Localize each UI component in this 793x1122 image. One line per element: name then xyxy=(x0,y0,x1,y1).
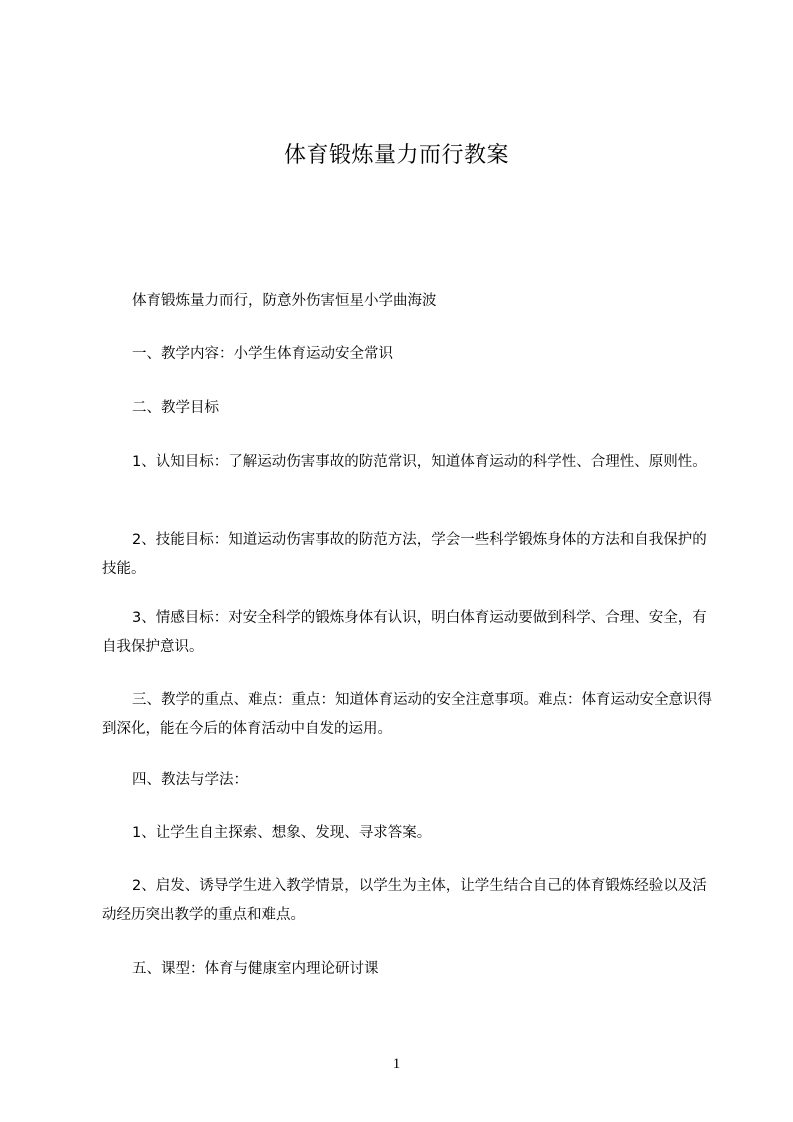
paragraph-intro: 体育锻炼量力而行，防意外伤害恒星小学曲海波 xyxy=(132,293,437,309)
paragraph-key-points: 三、教学的重点、难点：重点：知道体育运动的安全注意事项。难点：体育运动安全意识得到深化，能在今后的体育活动中自发的运用。 xyxy=(102,692,712,737)
paragraph-emotional-goal: 3、情感目标：对安全科学的锻炼身体有认识，明白体育运动要做到科学、合理、安全，有自我保护意识。 xyxy=(102,610,707,655)
paragraph-methods-heading: 四、教法与学法： xyxy=(132,772,248,788)
paragraph-skill-goal: 2、技能目标：知道运动伤害事故的防范方法，学会一些科学锻炼身体的方法和自我保护的技能。 xyxy=(102,532,707,577)
paragraph-teaching-goals-heading: 二、教学目标 xyxy=(132,400,219,416)
paragraph-cognitive-goal: 1、认知目标：了解运动伤害事故的防范常识，知道体育运动的科学性、合理性、原则性。 xyxy=(132,454,707,470)
document-title: 体育锻炼量力而行教案 xyxy=(283,143,509,168)
paragraph-lesson-type: 五、课型：体育与健康室内理论研讨课 xyxy=(132,961,379,977)
page-number: 1 xyxy=(392,1056,401,1072)
paragraph-method-2: 2、启发、诱导学生进入教学情景，以学生为主体，让学生结合自己的体育锻炼经验以及活动经历突出教学的重点和难点。 xyxy=(102,878,707,923)
paragraph-method-1: 1、让学生自主探索、想象、发现、寻求答案。 xyxy=(132,825,432,841)
paragraph-teaching-content: 一、教学内容：小学生体育运动安全常识 xyxy=(132,346,393,362)
